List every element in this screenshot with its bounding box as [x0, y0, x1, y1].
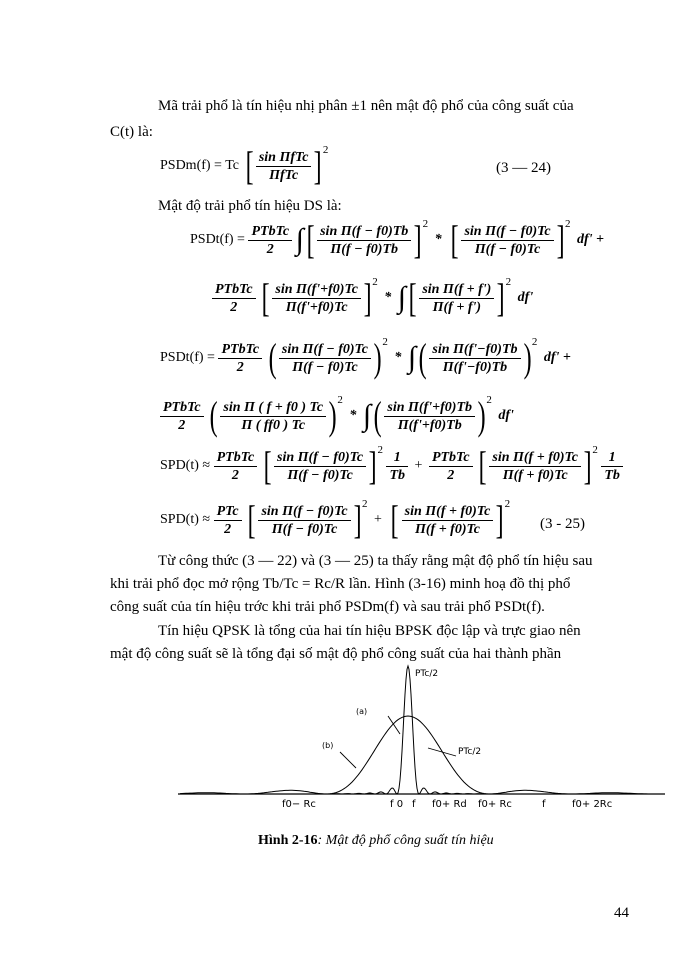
paragraph-line: C(t) là:: [110, 124, 153, 140]
fraction-denominator: 2: [231, 467, 239, 483]
differential: df': [498, 408, 514, 423]
equation-psdt-1: PSDt(f) = $\frac{\text{PTbTc}}{2}$ ∫[ $\frac{\text{sin Π(f − f0)Tb}}{\Pi(f - f0)Tb}$ ]$^2$ * [ $\frac{\text{sin Π(f − f0)Tc}}{\Pi(f - f0)Tc}$ ]$^2$ df' +: [190, 220, 607, 260]
exponent: 2: [372, 276, 378, 289]
page-number: 44: [614, 905, 629, 921]
exponent: 2: [486, 394, 492, 407]
exponent: 2: [564, 218, 571, 231]
paragraph-line: công suất của tín hiệu trớc khi trải phổ PSDm(f) và sau trải phổ PSDt(f).: [110, 599, 545, 615]
tick-f0: f 0: [390, 799, 404, 810]
fraction-numerator: PTbTc: [160, 399, 204, 417]
differential: df' +: [576, 232, 604, 247]
equation-3-25: SPD(t) ≈ $\frac{\text{PTc}}{2}$ [ $\frac{\text{sin Π(f − f0)Tc}}{\Pi(f - f0)Tc}$ ]$^2$ + [ $\frac{\text{sin Π(f + f0)Tc}}{\Pi(f + f0)Tc}$ ]$^2$: [160, 497, 511, 542]
equation-3-24: PSDm(f) = Tc [ $\frac{\text{sin ΠfTc}}{\text{ΠfTc}}$ ]$^2$: [160, 143, 329, 188]
tick-f-2: f: [542, 799, 546, 810]
fraction-numerator: sin Π ( f + f0 ) Tc: [220, 399, 326, 417]
convolution-operator: *: [394, 350, 402, 365]
equation-label: (3 - 25): [540, 516, 585, 532]
equation-label: (3 — 24): [496, 160, 551, 176]
exponent: 2: [377, 444, 383, 457]
figure-caption: [258, 833, 494, 849]
fraction-denominator: Π(f + f0)Tc: [502, 467, 568, 483]
fraction-denominator: Π ( ff0 ) Tc: [241, 417, 306, 433]
fraction-denominator: 2: [266, 241, 274, 257]
equation-psdt-2: $\frac{\text{PTbTc}}{2}$ [ $\frac{\text{sin Π(f'+f0)Tc}}{\Pi(f'+f0)Tc}$ ]$^2$ * ∫[ $\frac{\text{sin Π(f + f')}}{\Pi(f + f')}$ ]$^2$ df': [212, 278, 536, 318]
tick-f0-plus-rc: f0+ Rc: [478, 799, 512, 810]
paragraph-line: Mã trải phổ là tín hiệu nhị phân ±1 nên mật độ phổ của công suất của: [158, 98, 574, 114]
plus-operator: +: [373, 512, 382, 527]
fraction-numerator: PTbTc: [248, 223, 292, 241]
convolution-operator: *: [349, 408, 357, 423]
equation-psdt-3: PSDt(f) = $\frac{\text{PTbTc}}{2}$ ( $\frac{\text{sin Π(f − f0)Tc}}{\Pi(f - f0)Tc}$ )$^2$ * ∫( $\frac{\text{sin Π(f'−f0)Tb}}{\Pi(f'-f0)Tb}$ )$^2$ df' +: [160, 338, 574, 378]
equation-lhs: PSDt(f) =: [160, 350, 215, 366]
fraction-numerator: sin Π(f'−f0)Tb: [429, 341, 520, 359]
fraction-numerator: PTbTc: [214, 449, 258, 467]
exponent: 2: [322, 144, 329, 157]
curve-label-a: (a): [356, 707, 368, 716]
fraction-denominator: Tb: [389, 467, 406, 483]
fraction-numerator: PTc: [214, 503, 242, 521]
fraction-numerator: PTbTc: [429, 449, 473, 467]
equation-psdt-4: $\frac{\text{PTbTc}}{2}$ ( $\frac{\text{sin Π ( f + f0 ) Tc}}{\Pi ( ff0 ) Tc}$ )$^2$ * ∫( $\frac{\text{sin Π(f'+f0)Tb}}{\Pi(f'+f0)Tb}$ )$^2$ df': [160, 396, 517, 436]
fraction-denominator: Π(f'−f0)Tb: [442, 359, 508, 375]
caption-label: Hình 2-16: [258, 833, 318, 848]
paragraph-line: Tín hiệu QPSK là tổng của hai tín hiệu BPSK độc lập và trực giao nên: [158, 623, 581, 639]
fraction-numerator: 1: [601, 449, 623, 467]
convolution-operator: *: [384, 290, 392, 305]
exponent: 2: [505, 276, 512, 289]
equation-lhs: PSDm(f) = Tc: [160, 158, 239, 174]
wide-peak-label: PTc/2: [458, 747, 482, 757]
differential: df' +: [543, 350, 571, 365]
fraction-numerator: sin Π(f'+f0)Tc: [272, 281, 361, 299]
fraction-numerator: 1: [386, 449, 408, 467]
fraction-denominator: 2: [236, 359, 244, 375]
spread-spectrum-curve: [180, 716, 660, 794]
fraction-denominator: Tb: [604, 467, 620, 483]
fraction-denominator: Π(f − f0)Tc: [271, 521, 338, 537]
exponent: 2: [504, 498, 511, 511]
exponent: 2: [382, 336, 388, 349]
fraction-denominator: 2: [224, 521, 232, 537]
caption-text: : Mật độ phổ công suất tín hiệu: [317, 833, 494, 848]
equation-spd-approx: SPD(t) ≈ $\frac{\text{PTbTc}}{2}$ [ $\frac{\text{sin Π(f − f0)Tc}}{\Pi(f - f0)Tc}$ ]$^2$ $\frac{1}{Tb}$ + $\frac{\text{PTbTc}}{2}$ [ $\frac{\text{sin Π(f + f0)Tc}}{\Pi(f + f0)Tc}$ ]$^2$ $\frac{1}{Tb}$: [160, 446, 623, 486]
convolution-operator: *: [434, 232, 442, 247]
fraction-denominator: Π(f − f0)Tb: [330, 241, 398, 257]
peak-label: PTc/2: [415, 669, 439, 679]
paragraph-line: khi trải phổ đọc mở rộng Tb/Tc = Rc/R lần. Hình (3-16) minh hoạ đồ thị phổ: [110, 576, 571, 592]
exponent: 2: [422, 218, 429, 231]
label-leader-line: [388, 716, 400, 734]
fraction-denominator: Π(f + f'): [432, 299, 482, 315]
fraction-denominator: Π(f + f0)Tc: [414, 521, 480, 537]
equation-lhs: SPD(t) ≈: [160, 512, 211, 528]
paragraph-line: Từ công thức (3 — 22) và (3 — 25) ta thấy rằng mật độ phổ tín hiệu sau: [158, 553, 593, 569]
fraction-numerator: sin Π(f − f0)Tc: [258, 503, 350, 521]
exponent: 2: [531, 336, 538, 349]
fraction-numerator: sin Π(f + f0)Tc: [489, 449, 581, 467]
fraction-numerator: sin Π(f − f0)Tc: [274, 449, 366, 467]
fraction-numerator: sin Π(f − f0)Tc: [461, 223, 553, 241]
plus-operator: +: [414, 458, 423, 473]
tick-f: f: [412, 799, 416, 810]
paragraph-line: Mật độ trải phổ tín hiệu DS là:: [158, 198, 342, 214]
fraction-denominator: ΠfTc: [269, 167, 299, 183]
fraction-denominator: 2: [230, 299, 238, 315]
tick-f0-plus-rd: f0+ Rd: [432, 799, 467, 810]
fraction-denominator: 2: [178, 417, 186, 433]
exponent: 2: [361, 498, 368, 511]
fraction-denominator: Π(f − f0)Tc: [474, 241, 541, 257]
equation-lhs: PSDt(f) =: [190, 232, 245, 248]
fraction-denominator: Π(f − f0)Tc: [292, 359, 358, 375]
fraction-denominator: Π(f'+f0)Tb: [397, 417, 462, 433]
curve-label-b: (b): [322, 741, 334, 750]
fraction-denominator: 2: [447, 467, 455, 483]
equation-lhs: SPD(t) ≈: [160, 458, 211, 474]
fraction-denominator: Π(f − f0)Tc: [287, 467, 353, 483]
fraction-numerator: PTbTc: [218, 341, 262, 359]
differential: df': [517, 290, 534, 305]
label-leader-line: [428, 748, 456, 756]
fraction-denominator: Π(f'+f0)Tc: [285, 299, 348, 315]
fraction-numerator: sin ΠfTc: [256, 149, 312, 167]
tick-f0-minus-rc: f0− Rc: [282, 799, 316, 810]
fraction-numerator: sin Π(f + f'): [419, 281, 494, 299]
paragraph-line: mật độ công suất sẽ là tổng đại số mật độ phổ công suất của hai thành phần: [110, 646, 562, 662]
narrowband-spectrum-curve: [330, 666, 486, 794]
fraction-numerator: sin Π(f'+f0)Tb: [384, 399, 475, 417]
tick-f0-plus-2rc: f0+ 2Rc: [572, 799, 613, 810]
label-leader-line: [340, 752, 356, 768]
fraction-numerator: sin Π(f + f0)Tc: [402, 503, 494, 521]
power-spectrum-figure: [170, 656, 680, 816]
exponent: 2: [592, 444, 598, 457]
fraction-numerator: sin Π(f − f0)Tc: [279, 341, 371, 359]
fraction-numerator: PTbTc: [212, 281, 256, 299]
fraction-numerator: sin Π(f − f0)Tb: [317, 223, 411, 241]
exponent: 2: [337, 394, 343, 407]
